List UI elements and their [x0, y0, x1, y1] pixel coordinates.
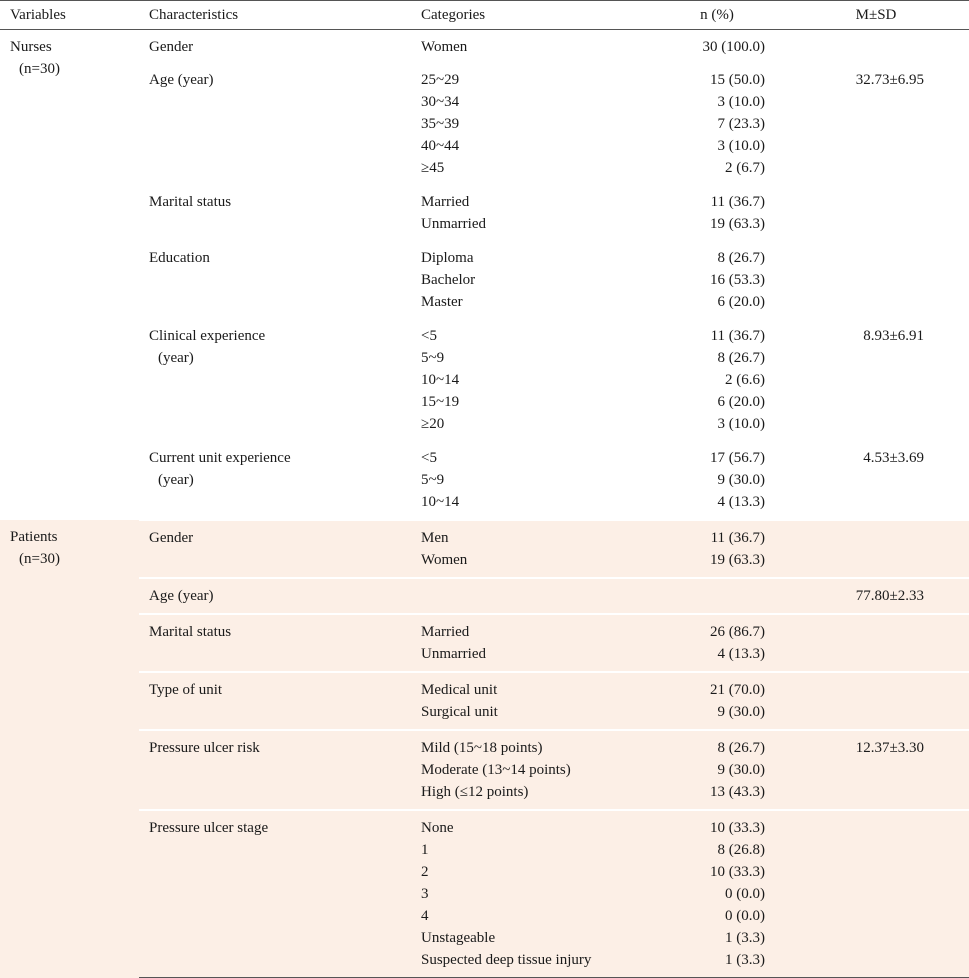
category-cell — [411, 63, 651, 185]
characteristic-cell — [139, 30, 411, 64]
mean-sd-value — [773, 817, 924, 839]
category-cell — [411, 614, 651, 672]
n-percent-value: 8 (26.7) — [717, 350, 765, 366]
category-label: Moderate (13~14 points) — [421, 762, 571, 778]
characteristic-label: (year) — [158, 472, 194, 488]
n-percent-cell — [651, 520, 773, 578]
characteristic-label: Education — [149, 250, 210, 266]
mean-sd-value: 8.93±6.91 — [863, 328, 924, 344]
n-percent-cell — [651, 810, 773, 978]
category-label: Men — [421, 530, 449, 546]
table-row — [0, 810, 969, 978]
n-percent-value: 9 (30.0) — [717, 704, 765, 720]
nurses-variable-cell — [0, 30, 139, 521]
category-label: Women — [421, 39, 468, 55]
n-percent-value: 19 (63.3) — [710, 552, 765, 568]
mean-sd-cell — [773, 520, 969, 578]
category-label: Diploma — [421, 250, 474, 266]
patients-count: (n=30) — [19, 551, 60, 567]
category-cell — [411, 185, 651, 241]
mean-sd-value: 32.73±6.95 — [855, 72, 924, 88]
n-percent-cell — [651, 672, 773, 730]
category-label: <5 — [421, 450, 437, 466]
mean-sd-value: 12.37±3.30 — [855, 740, 924, 756]
n-percent-cell — [651, 441, 773, 520]
characteristic-label: Gender — [149, 530, 194, 546]
table-row — [0, 63, 969, 185]
characteristic-label: Clinical experience — [149, 328, 266, 344]
category-cell — [411, 241, 651, 319]
category-cell — [411, 319, 651, 441]
n-percent-value: 11 (36.7) — [710, 194, 765, 210]
characteristic-label: Type of unit — [149, 682, 223, 698]
category-label: Married — [421, 624, 470, 640]
nurses-label: Nurses — [10, 39, 52, 55]
category-label: Surgical unit — [421, 704, 498, 720]
characteristic-cell — [139, 63, 411, 185]
mean-sd-value — [773, 247, 924, 269]
n-percent-value: 16 (53.3) — [710, 272, 765, 288]
header-n-percent: n (%) — [651, 1, 773, 30]
n-percent-value: 8 (26.8) — [717, 842, 765, 858]
n-percent-cell — [651, 730, 773, 810]
mean-sd-cell — [773, 63, 969, 185]
characteristic-label: (year) — [158, 350, 194, 366]
n-percent-value: 1 (3.3) — [725, 952, 765, 968]
category-label: 3 — [421, 886, 429, 902]
n-percent-value: 9 (30.0) — [717, 762, 765, 778]
mean-sd-cell — [773, 614, 969, 672]
category-label: 4 — [421, 908, 429, 924]
table-row — [0, 319, 969, 441]
mean-sd-cell — [773, 578, 969, 614]
category-label: 2 — [421, 864, 429, 880]
n-percent-cell — [651, 614, 773, 672]
characteristic-label: Marital status — [149, 194, 232, 210]
characteristic-label: Current unit experience — [149, 450, 291, 466]
n-percent-value: 3 (10.0) — [717, 416, 765, 432]
characteristic-cell — [139, 319, 411, 441]
characteristic-cell — [139, 810, 411, 978]
n-percent-value: 8 (26.7) — [717, 740, 765, 756]
nurses-section — [0, 30, 969, 521]
n-percent-value: 15 (50.0) — [710, 72, 765, 88]
n-percent-value: 13 (43.3) — [710, 784, 765, 800]
n-percent-value: 0 (0.0) — [725, 886, 765, 902]
n-percent-value — [651, 585, 765, 607]
category-label: Medical unit — [421, 682, 498, 698]
characteristic-cell — [139, 730, 411, 810]
characteristic-label: Marital status — [149, 624, 232, 640]
mean-sd-cell — [773, 672, 969, 730]
category-cell — [411, 520, 651, 578]
category-label: Master — [421, 294, 463, 310]
mean-sd-value: 4.53±3.69 — [863, 450, 924, 466]
n-percent-value: 0 (0.0) — [725, 908, 765, 924]
category-label: Bachelor — [421, 272, 476, 288]
table-row — [0, 241, 969, 319]
n-percent-value: 19 (63.3) — [710, 216, 765, 232]
characteristic-label: Pressure ulcer risk — [149, 740, 260, 756]
mean-sd-cell — [773, 30, 969, 64]
category-label — [421, 585, 651, 607]
n-percent-cell — [651, 578, 773, 614]
category-label: 10~14 — [421, 494, 460, 510]
category-label: 40~44 — [421, 138, 460, 154]
category-label: 30~34 — [421, 94, 460, 110]
table-row — [0, 185, 969, 241]
category-cell — [411, 441, 651, 520]
characteristic-label: Gender — [149, 39, 194, 55]
category-label: None — [421, 820, 454, 836]
characteristic-label: Age (year) — [149, 588, 214, 604]
category-label: Suspected deep tissue injury — [421, 952, 592, 968]
n-percent-value: 4 (13.3) — [717, 494, 765, 510]
header-variables: Variables — [0, 1, 139, 30]
table-row — [0, 578, 969, 614]
category-label: Unmarried — [421, 646, 486, 662]
n-percent-value: 9 (30.0) — [717, 472, 765, 488]
characteristic-cell — [139, 241, 411, 319]
mean-sd-value — [773, 191, 924, 213]
patients-variable-cell — [0, 520, 139, 978]
patients-label: Patients — [10, 529, 58, 545]
category-cell — [411, 730, 651, 810]
table-row — [0, 441, 969, 520]
n-percent-value: 6 (20.0) — [717, 394, 765, 410]
characteristic-cell — [139, 441, 411, 520]
n-percent-value: 10 (33.3) — [710, 864, 765, 880]
table-row — [0, 614, 969, 672]
category-label: Unstageable — [421, 930, 496, 946]
header-categories: Categories — [411, 1, 651, 30]
category-cell — [411, 578, 651, 614]
mean-sd-value — [773, 621, 924, 643]
nurses-count: (n=30) — [19, 61, 60, 77]
header-mean-sd: M±SD — [773, 1, 969, 30]
n-percent-value: 21 (70.0) — [710, 682, 765, 698]
category-label: 1 — [421, 842, 429, 858]
category-cell — [411, 810, 651, 978]
characteristic-cell — [139, 672, 411, 730]
characteristic-cell — [139, 185, 411, 241]
category-label: Women — [421, 552, 468, 568]
n-percent-cell — [651, 185, 773, 241]
table-row — [0, 730, 969, 810]
n-percent-value: 17 (56.7) — [710, 450, 765, 466]
n-percent-value: 6 (20.0) — [717, 294, 765, 310]
n-percent-cell — [651, 30, 773, 64]
characteristic-label: Pressure ulcer stage — [149, 820, 269, 836]
n-percent-value: 11 (36.7) — [710, 328, 765, 344]
patients-section — [0, 520, 969, 978]
mean-sd-value — [773, 679, 924, 701]
mean-sd-cell — [773, 810, 969, 978]
category-label: Unmarried — [421, 216, 486, 232]
header-characteristics: Characteristics — [139, 1, 411, 30]
mean-sd-value — [773, 36, 924, 58]
category-label: 5~9 — [421, 472, 445, 488]
n-percent-value: 3 (10.0) — [717, 94, 765, 110]
characteristic-cell — [139, 614, 411, 672]
n-percent-value: 4 (13.3) — [717, 646, 765, 662]
mean-sd-value — [773, 527, 924, 549]
characteristic-cell — [139, 578, 411, 614]
n-percent-value: 7 (23.3) — [717, 116, 765, 132]
mean-sd-value: 77.80±2.33 — [855, 588, 924, 604]
table-row — [0, 520, 969, 578]
category-label: 5~9 — [421, 350, 445, 366]
category-label: 35~39 — [421, 116, 460, 132]
category-cell — [411, 672, 651, 730]
n-percent-cell — [651, 319, 773, 441]
n-percent-cell — [651, 241, 773, 319]
n-percent-value: 2 (6.6) — [725, 372, 765, 388]
category-label: High (≤12 points) — [421, 784, 529, 800]
characteristic-cell — [139, 520, 411, 578]
category-label: ≥20 — [421, 416, 445, 432]
n-percent-value: 26 (86.7) — [710, 624, 765, 640]
mean-sd-cell — [773, 185, 969, 241]
mean-sd-cell — [773, 319, 969, 441]
mean-sd-cell — [773, 441, 969, 520]
category-label: ≥45 — [421, 160, 445, 176]
n-percent-value: 8 (26.7) — [717, 250, 765, 266]
category-label: 15~19 — [421, 394, 460, 410]
n-percent-cell — [651, 63, 773, 185]
table-header — [0, 1, 969, 30]
n-percent-value: 11 (36.7) — [710, 530, 765, 546]
n-percent-value: 2 (6.7) — [725, 160, 765, 176]
n-percent-value: 30 (100.0) — [702, 39, 765, 55]
category-label: 10~14 — [421, 372, 460, 388]
table-row — [0, 672, 969, 730]
category-cell — [411, 30, 651, 64]
n-percent-value: 3 (10.0) — [717, 138, 765, 154]
category-label: Married — [421, 194, 470, 210]
n-percent-value: 1 (3.3) — [725, 930, 765, 946]
category-label: 25~29 — [421, 72, 460, 88]
n-percent-value: 10 (33.3) — [710, 820, 765, 836]
mean-sd-cell — [773, 730, 969, 810]
category-label: Mild (15~18 points) — [421, 740, 543, 756]
mean-sd-cell — [773, 241, 969, 319]
category-label: <5 — [421, 328, 437, 344]
table-row — [0, 30, 969, 64]
characteristic-label: Age (year) — [149, 72, 214, 88]
